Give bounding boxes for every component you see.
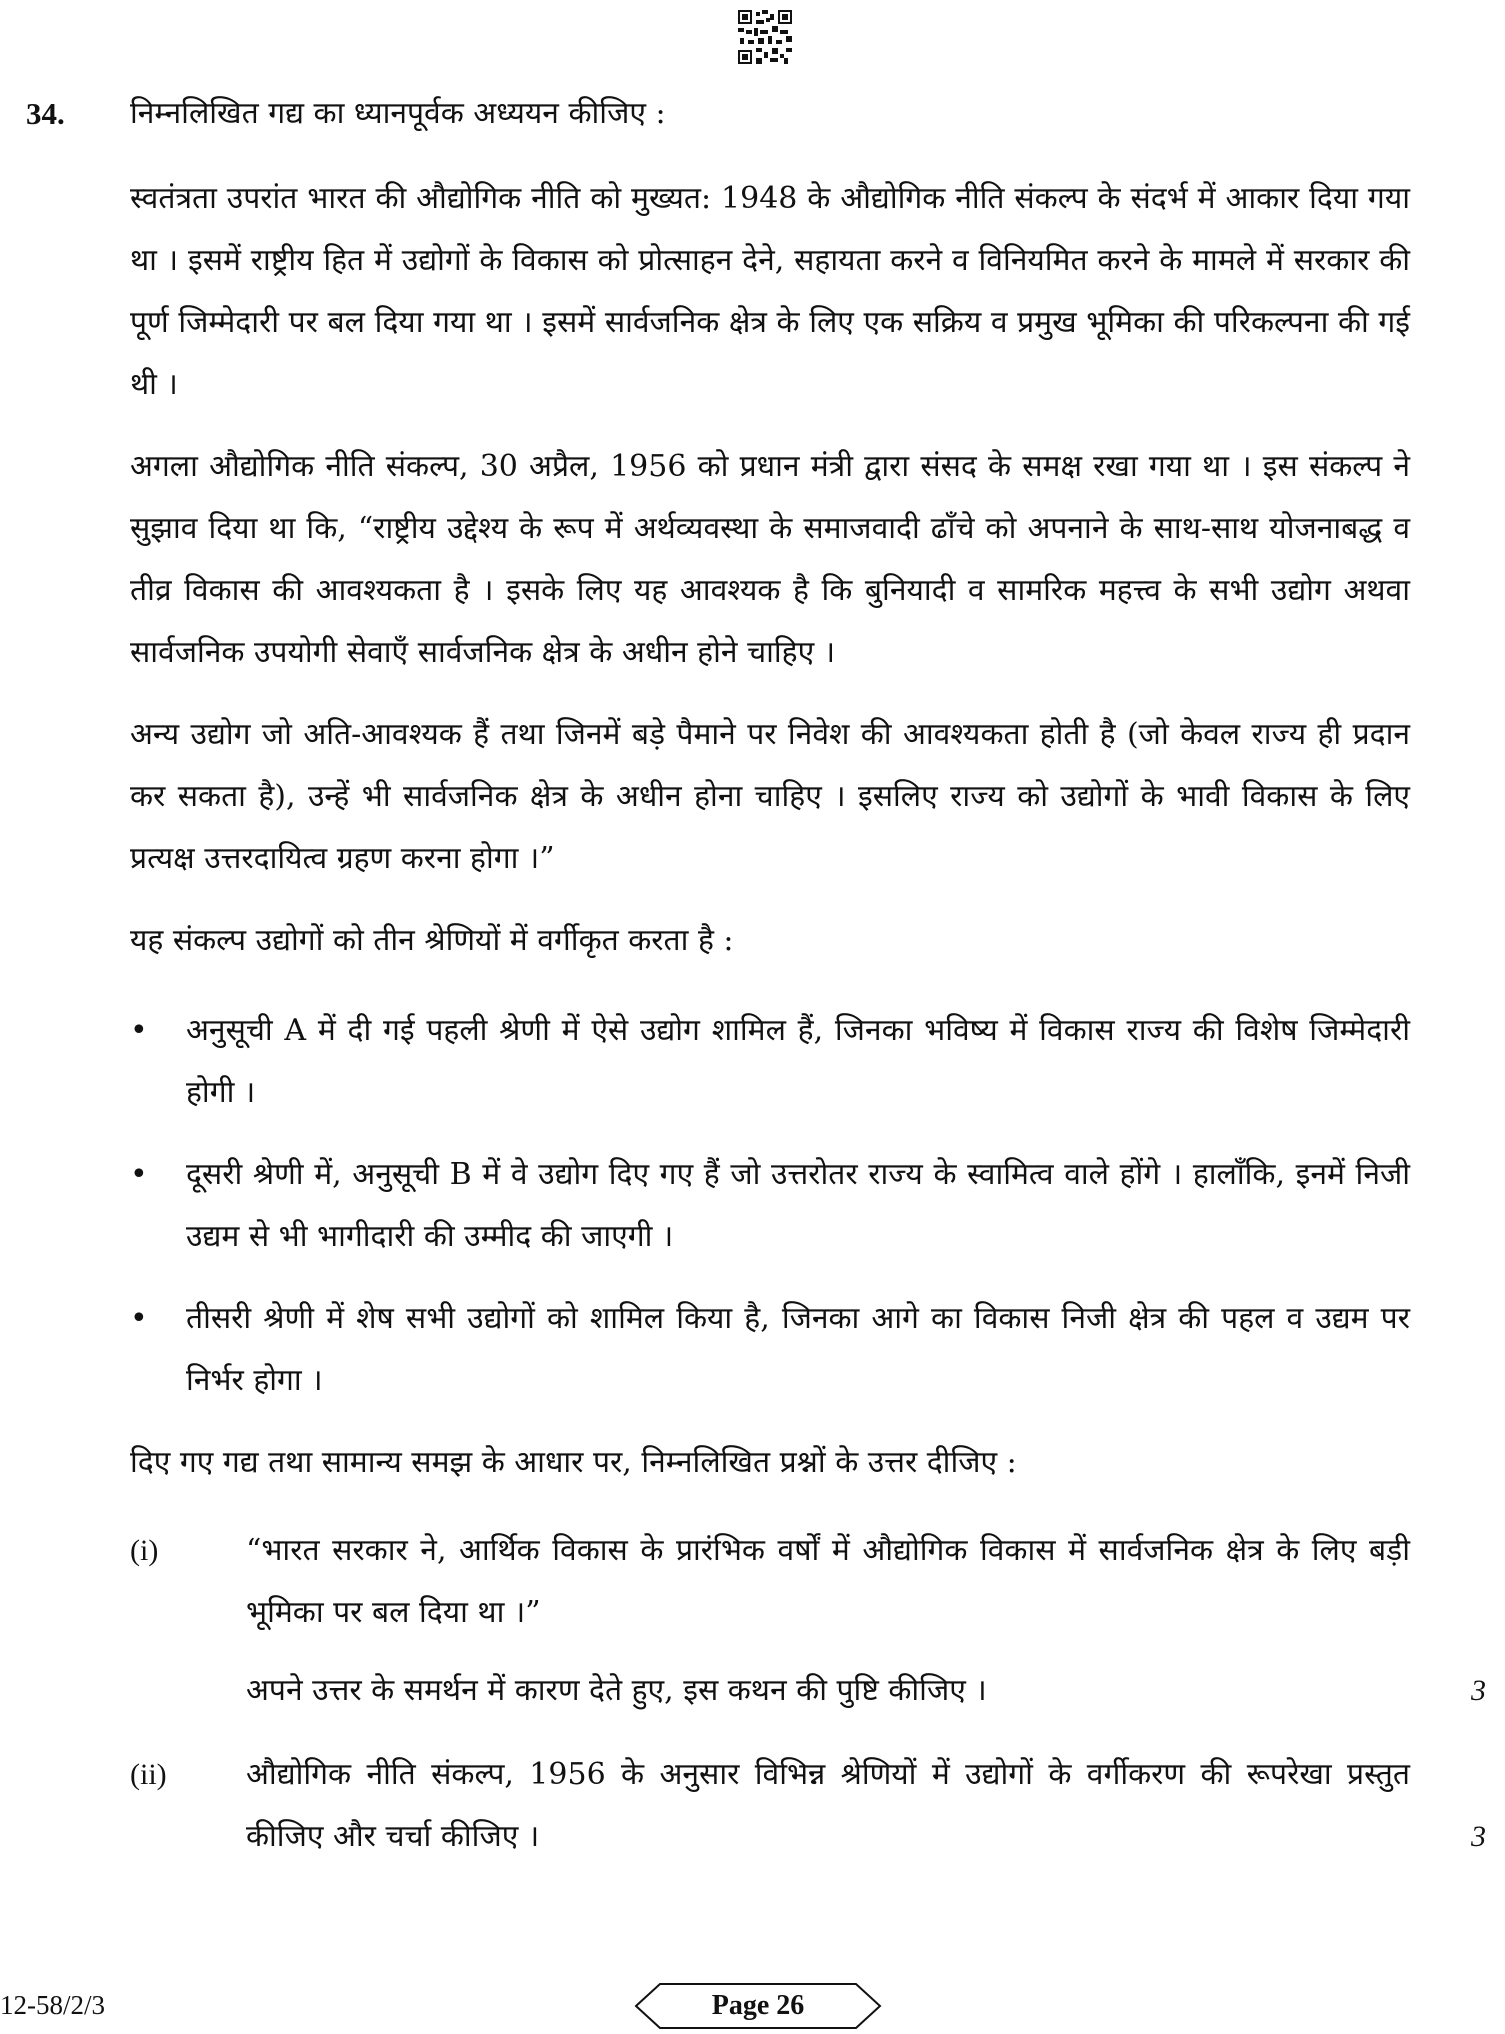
bullet-icon: • [130, 1301, 148, 1336]
qr-code [738, 10, 792, 64]
category-a-text: अनुसूची A में दी गई पहली श्रेणी में ऐसे उद्योग शामिल हैं, जिनका भविष्य में विकास राज्य की विशेष जिम्मेदारी होगी । [186, 1013, 1410, 1110]
bullet-icon: • [130, 1157, 148, 1192]
question-body [130, 168, 1486, 1890]
bullet-icon: • [130, 1013, 148, 1048]
page-number: Page 26 [711, 1990, 805, 2021]
answer-directive: दिए गए गद्य तथा सामान्य समझ के आधार पर, निम्नलिखित प्रश्नों के उत्तर दीजिए : [130, 1445, 1017, 1480]
subquestion-number: (ii) [130, 1758, 167, 1791]
passage-paragraph-2: अगला औद्योगिक नीति संकल्प, 30 अप्रैल, 1956 को प्रधान मंत्री द्वारा संसद के समक्ष रखा गया था । इस संकल्प ने सुझाव दिया था कि, “राष्ट्रीय उद्देश्य के रूप में अर्थव्यवस्था के समाजवादी ढाँचे को अपनाने के साथ-साथ योजनाबद्ध व तीव्र विकास की आवश्यकता है । इसके लिए यह आवश्यक है कि बुनियादी व सामरिक महत्त्व के सभी उद्योग अथवा सार्वजनिक उपयोगी सेवाएँ सार्वजनिक क्षेत्र के अधीन होने चाहिए । [130, 449, 1410, 670]
paper-code: 12-58/2/3 [0, 1990, 105, 2020]
subquestion-statement: औद्योगिक नीति संकल्प, 1956 के अनुसार विभिन्न श्रेणियों में उद्योगों के वर्गीकरण की रूपरेखा प्रस्तुत कीजिए और चर्चा कीजिए । [246, 1757, 1410, 1854]
subquestion-task-text: अपने उत्तर के समर्थन में कारण देते हुए, इस कथन की पुष्टि कीजिए । [246, 1673, 987, 1708]
marks-label: 3 [1471, 1820, 1486, 1853]
marks-label: 3 [1471, 1674, 1486, 1707]
category-c-text: तीसरी श्रेणी में शेष सभी उद्योगों को शामिल किया है, जिनका आगे का विकास निजी क्षेत्र की पहल व उद्यम पर निर्भर होगा । [186, 1301, 1410, 1398]
list-item [130, 1000, 1410, 1124]
category-b-text: दूसरी श्रेणी में, अनुसूची B में वे उद्योग दिए गए हैं जो उत्तरोतर राज्य के स्वामित्व वाले होंगे । हालाँकि, इनमें निजी उद्यम से भी भागीदारी की उम्मीद की जाएगी । [186, 1157, 1410, 1254]
page-indicator [634, 1982, 882, 2030]
subquestion-2 [130, 1744, 1486, 1868]
passage-paragraph-1: स्वतंत्रता उपरांत भारत की औद्योगिक नीति को मुख्यत: 1948 के औद्योगिक नीति संकल्प के संदर्भ में आकार दिया गया था । इसमें राष्ट्रीय हित में उद्योगों के विकास को प्रोत्साहन देने, सहायता करने व विनियमित करने के मामले में सरकार की पूर्ण जिम्मेदारी पर बल दिया गया था । इसमें सार्वजनिक क्षेत्र के लिए एक सक्रिय व प्रमुख भूमिका की परिकल्पना की गई थी । [130, 181, 1410, 402]
subquestion-statement: “भारत सरकार ने, आर्थिक विकास के प्रारंभिक वर्षों में औद्योगिक विकास में सार्वजनिक क्षेत्र के लिए बड़ी भूमिका पर बल दिया था ।” [246, 1533, 1410, 1630]
subquestion-1 [130, 1520, 1486, 1722]
passage-paragraph-3: अन्य उद्योग जो अति-आवश्यक हैं तथा जिनमें बड़े पैमाने पर निवेश की आवश्यकता होती है (जो केवल राज्य ही प्रदान कर सकता है), उन्हें भी सार्वजनिक क्षेत्र के अधीन होना चाहिए । इसलिए राज्य को उद्योगों के भावी विकास के लिए प्रत्यक्ष उत्तरदायित्व ग्रहण करना होगा ।” [130, 717, 1410, 876]
question-instruction: निम्नलिखित गद्य का ध्यानपूर्वक अध्ययन कीजिए : [130, 96, 666, 131]
subquestion-task [246, 1660, 1486, 1722]
list-item [130, 1288, 1410, 1412]
question-number: 34. [26, 96, 65, 131]
subquestion-number: (i) [130, 1534, 159, 1567]
classification-intro: यह संकल्प उद्योगों को तीन श्रेणियों में वर्गीकृत करता है : [130, 923, 734, 958]
list-item [130, 1144, 1410, 1268]
category-list [130, 1000, 1410, 1412]
